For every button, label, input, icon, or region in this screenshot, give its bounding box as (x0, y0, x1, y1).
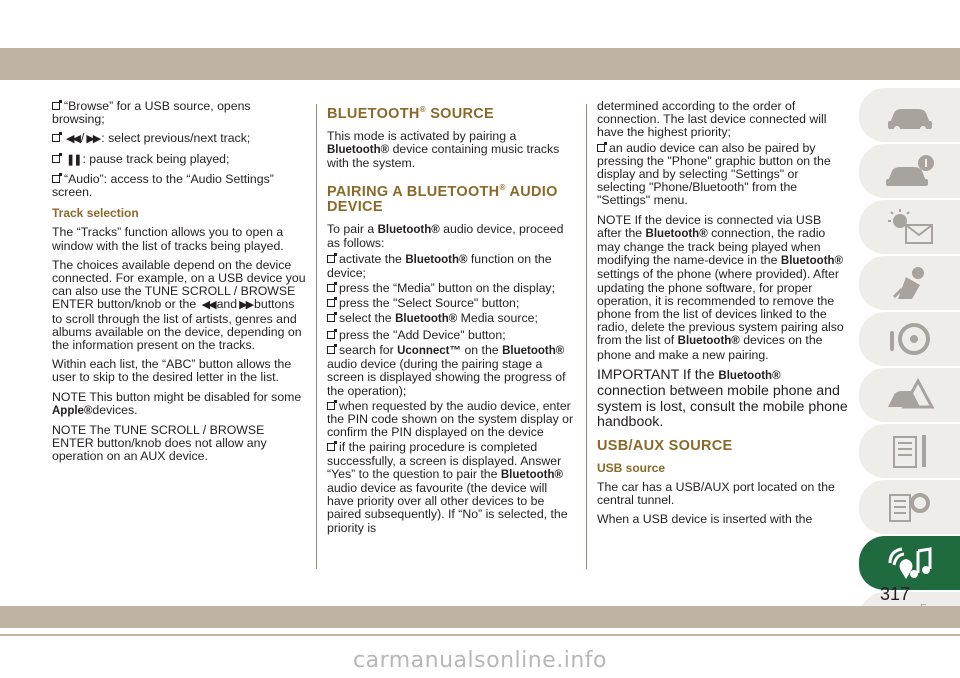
usb-source-subheading: USB source (597, 460, 666, 475)
tab-know-vehicle[interactable] (859, 144, 960, 200)
paragraph: The car has a USB/AUX port located on the central tunnel. (597, 480, 835, 508)
bullet-icon (597, 144, 605, 152)
pause-icon: ❚❚ (66, 153, 81, 166)
bullet-pause: ❚❚ : pause track being played; (52, 153, 306, 167)
multimedia-icon (884, 543, 936, 583)
bullet-icon (52, 175, 60, 183)
important-note: IMPORTANT If the Bluetooth® connection between mobile phone and system is lost, consult the mobile phone handbook. (597, 366, 848, 431)
paragraph: Within each list, the “ABC” button allows the user to skip to the desired letter in the list. (52, 357, 292, 385)
bullet-icon (327, 346, 335, 354)
maintenance-tools-icon (884, 431, 936, 471)
tab-safety[interactable] (859, 256, 960, 312)
steering-key-icon (884, 319, 936, 359)
bullet-icon (52, 134, 60, 142)
step: an audio device can also be paired by pressing the "Phone" graphic button on the display and by selecting "Settings" or selecting "Phone/Bluetooth" from the "Settings" menu. (597, 140, 831, 208)
note: NOTE This button might be disabled for some Apple®devices. (52, 389, 302, 417)
previous-track-icon: ◀◀ (66, 133, 79, 146)
bullet-prev-next: ◀◀ / ▶▶ : select previous/next track; (52, 132, 306, 146)
next-track-icon: ▶▶ (239, 299, 253, 312)
track-selection-heading: Track selection (52, 206, 139, 221)
next-track-icon: ▶▶ (86, 133, 100, 146)
step: search for Uconnect™ on the Bluetooth® audio device (during the pairing stage a screen is displayed showing the progress of the operation); (327, 342, 566, 398)
bullet-icon (327, 402, 335, 410)
step: activate the Bluetooth® function on the device; (327, 251, 552, 280)
bullet-browse: “Browse” for a USB source, opens browsing; (52, 99, 251, 127)
step: press the “Media” button on the display; (327, 282, 575, 295)
tab-warning-lights[interactable] (859, 200, 960, 256)
settings-gear-icon (884, 487, 936, 527)
tab-dashboard[interactable] (859, 88, 960, 144)
bullet-icon (327, 255, 335, 263)
step: press the "Select Source" button; (327, 297, 575, 310)
note: NOTE The TUNE SCROLL / BROWSE ENTER button/knob does not allow any operation on an AUX device. (52, 423, 267, 464)
footer-line (0, 634, 960, 636)
bluetooth-source-heading: BLUETOOTH® SOURCE (327, 105, 495, 122)
airbag-seat-icon (884, 263, 936, 303)
step: if the pairing procedure is completed successfully, a screen is displayed. Answer “Yes” to the question to pair the Bluetooth® audio device as favourite (the device will have priority over all other devices to be paired subsequently). If “No” is selected, the priority is (327, 440, 568, 535)
note: NOTE If the device is connected via USB after the Bluetooth® connection, the radio may change the track being played when modifying the name-device in the Bluetooth® settings of the phone (where provided). After updating the phone software, for proper operation, it is recommended to remove the phone from the list of devices linked to the radio, delete the previous system pairing also from the list of Bluetooth® devices on the phone and make a new pairing. (597, 212, 844, 362)
tab-emergency[interactable] (859, 368, 960, 424)
step: select the Bluetooth® Media source; (327, 312, 575, 326)
usb-aux-heading: USB/AUX SOURCE (597, 437, 733, 454)
paragraph: When a USB device is inserted with the (597, 512, 813, 527)
car-info-icon (884, 95, 936, 135)
bullet-icon (327, 331, 335, 339)
paragraph: The choices available depend on the device connected. For example, on a USB device you can also use the TUNE SCROLL / BROWSE ENTER button/knob or the ◀◀ and ▶▶ buttons to scroll through the list of artists, genres and albums available on the device, depending on the information present on the tracks. (52, 257, 306, 353)
breakdown-icon (884, 375, 936, 415)
column-3 (597, 100, 849, 533)
header-bar (0, 0, 960, 80)
tab-servicing[interactable] (859, 424, 960, 480)
tab-starting-driving[interactable] (859, 312, 960, 368)
footer-band (0, 606, 960, 628)
pairing-heading: PAIRING A BLUETOOTH® AUDIO DEVICE (327, 183, 558, 216)
bullet-audio: “Audio”: access to the “Audio Settings” screen. (52, 171, 274, 200)
bullet-icon (327, 443, 335, 451)
paragraph: This mode is activated by pairing a Bluetooth® device containing music tracks with the system. (327, 128, 560, 171)
paragraph: determined according to the order of connection. The last device connected will have the highest priority; (597, 99, 827, 140)
bullet-icon (52, 155, 60, 163)
bullet-icon (52, 102, 60, 110)
column-1 (52, 100, 306, 470)
bullet-icon (327, 299, 335, 307)
paragraph: The “Tracks” function allows you to open a window with the list of tracks being played. (52, 225, 284, 253)
header-band (0, 48, 960, 80)
step: press the "Add Device" button; (327, 329, 575, 342)
paragraph: To pair a Bluetooth® audio device, proceed as follows: (327, 222, 564, 251)
lights-icon (884, 207, 936, 247)
column-divider (586, 104, 587, 569)
step: when requested by the audio device, enter the PIN code shown on the system display or confirm the PIN displayed on the device (327, 398, 574, 440)
tab-technical[interactable] (859, 480, 960, 536)
car-warning-icon (884, 151, 936, 191)
previous-track-icon: ◀◀ (201, 299, 215, 312)
column-divider (316, 104, 317, 569)
page-number: 317 (880, 584, 911, 604)
chapter-tabs (859, 88, 960, 648)
bullet-icon (327, 284, 335, 292)
watermark: carmanualsonline.info (353, 648, 607, 673)
column-2 (327, 100, 575, 541)
bullet-icon (327, 314, 335, 322)
